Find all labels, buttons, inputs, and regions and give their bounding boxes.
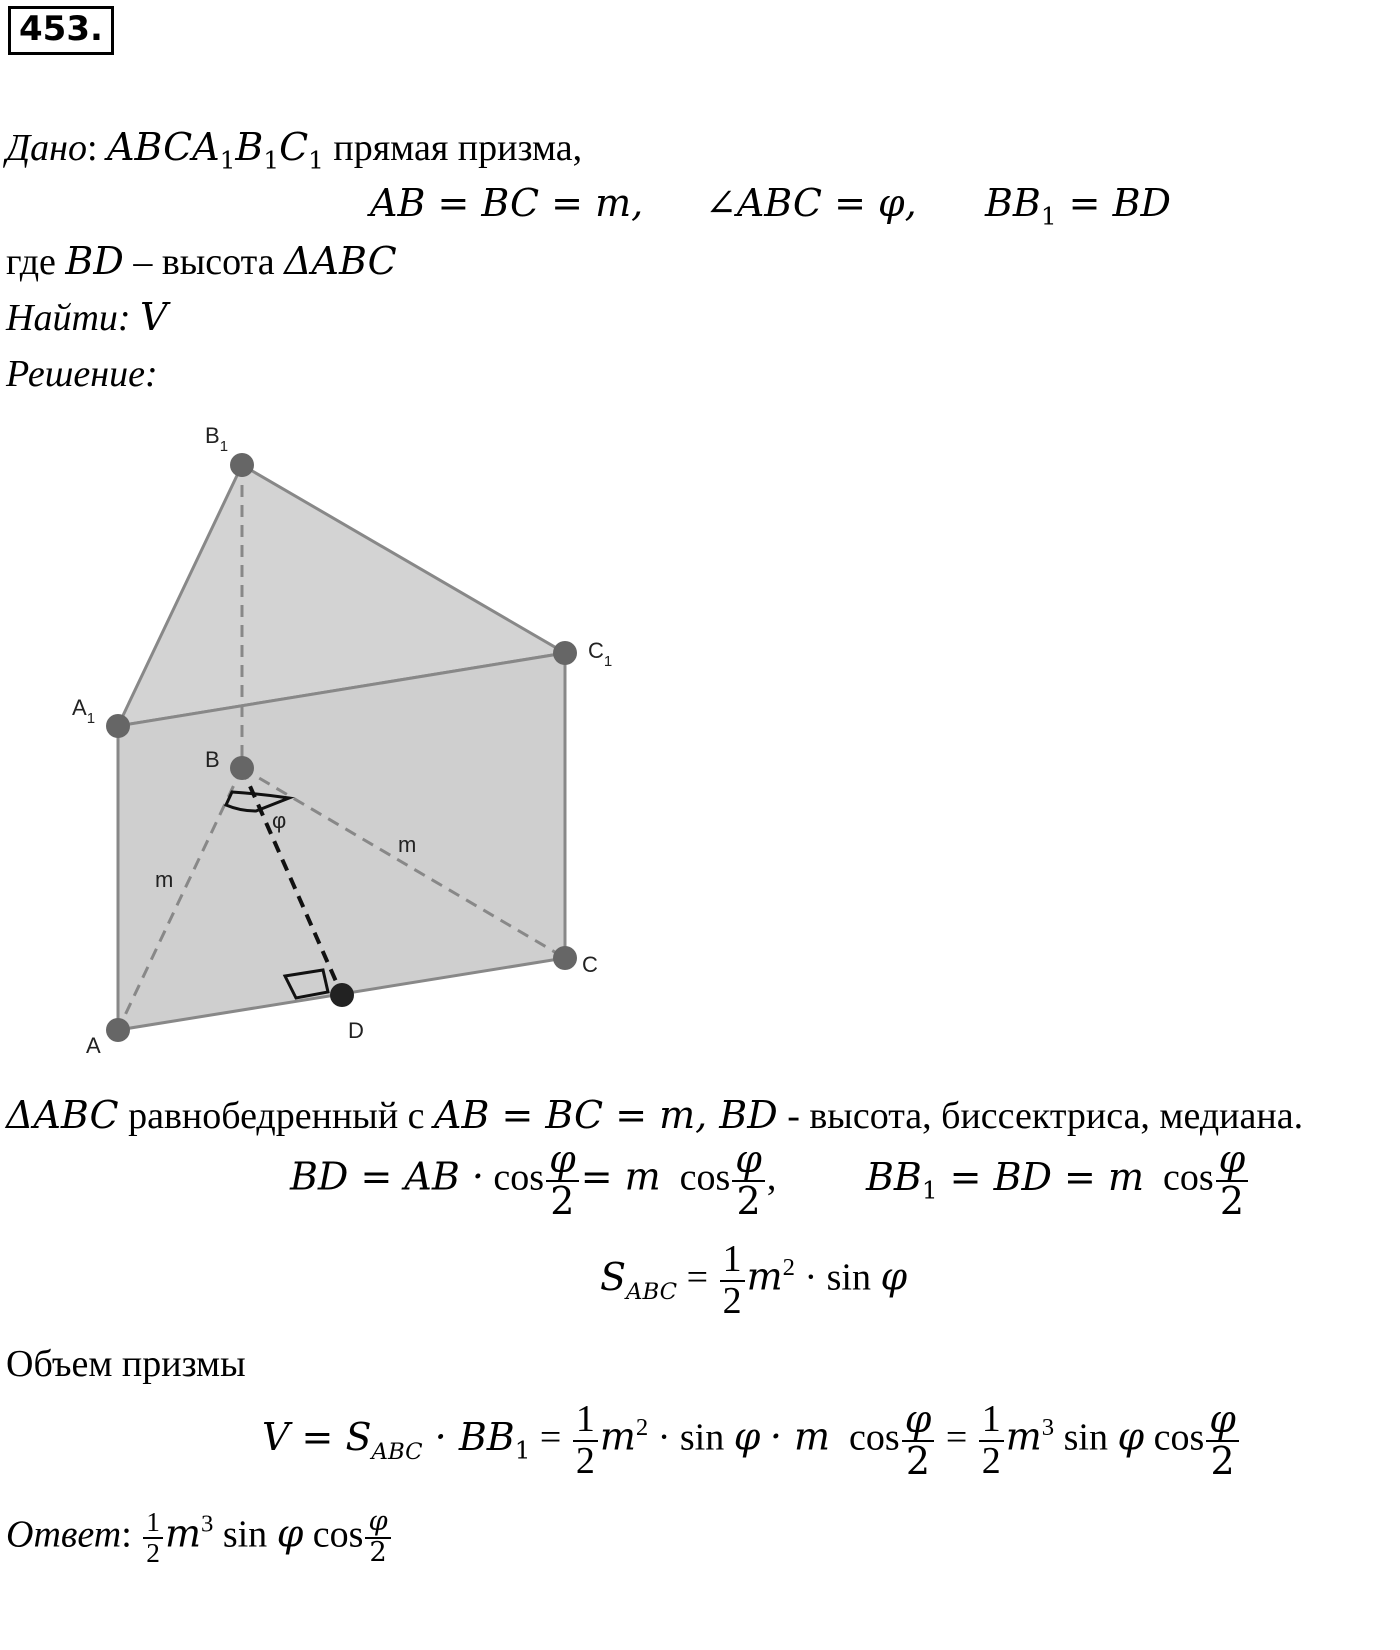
label-b: B <box>205 747 220 772</box>
given-line-1: Дано: $ABCA_1B_1C_1$ прямая призма, <box>6 125 583 175</box>
prism-name: $ABCA_1B_1C_1$ <box>107 125 324 175</box>
label-m-left: m <box>155 867 174 892</box>
label-b1: $B_1$ <box>205 423 229 455</box>
prism-text: прямая призма, <box>333 127 583 169</box>
find-line: Найти: V <box>6 295 168 339</box>
label-c1: $C_1$ <box>588 638 613 670</box>
vertex-b <box>230 756 254 780</box>
label-c: C <box>582 952 598 977</box>
label-d: D <box>348 1018 364 1043</box>
vertex-a <box>106 1018 130 1042</box>
answer-line: Ответ: $\frac{1}{2}$ $m^3$ sin φ cos $\frac{\varphi}{2}$ <box>6 1508 393 1567</box>
formula-bb1: $BB_1$ = BD = m cos $\frac{\varphi}{2}$ <box>866 1140 1250 1222</box>
problem-number: 453. <box>8 6 114 55</box>
vertex-b1 <box>230 453 254 477</box>
solution-label: Решение: <box>6 353 158 395</box>
formula-area: $S_{ABC}$ = $\frac{1}{2}$ $m^2 \cdot \sin \varphi$ <box>600 1238 908 1322</box>
given-ab-bc: AB = BC = m, <box>370 181 644 225</box>
given-line-3: где BD – высота ΔABC <box>6 239 397 283</box>
label-m-right: m <box>398 832 417 857</box>
vertex-a1 <box>106 714 130 738</box>
vertex-c <box>553 946 577 970</box>
formula-bd: BD = AB · cos $\frac{\varphi}{2}$ = m cos $\frac{\varphi}{2}$ , <box>290 1137 777 1223</box>
label-a: A <box>86 1033 101 1058</box>
formula-volume: $V = S_{ABC} \cdot BB_1$ = $\frac{1}{2}$ $m^2 \cdot \sin \varphi \cdot m$ cos $\frac{\varphi}{2}$ = $\frac{1}{2}$ $m^3$ sin φ cos $\frac{\varphi}{2}$ <box>262 1400 1241 1482</box>
vertex-d <box>330 983 354 1007</box>
given-label: Дано <box>6 127 88 169</box>
volume-label: Объем призмы <box>6 1343 246 1385</box>
label-phi: φ <box>272 808 287 833</box>
given-angle: ∠ABC = φ, <box>705 181 917 225</box>
vertex-c1 <box>553 641 577 665</box>
given-bb1: $BB_1$ = BD <box>985 181 1171 231</box>
isosceles-statement: ΔABC равнобедренный с AB = BC = m, BD - высота, биссектриса, медиана. <box>6 1093 1304 1137</box>
prism-figure <box>0 410 680 1070</box>
label-a1: $A_1$ <box>72 695 96 727</box>
